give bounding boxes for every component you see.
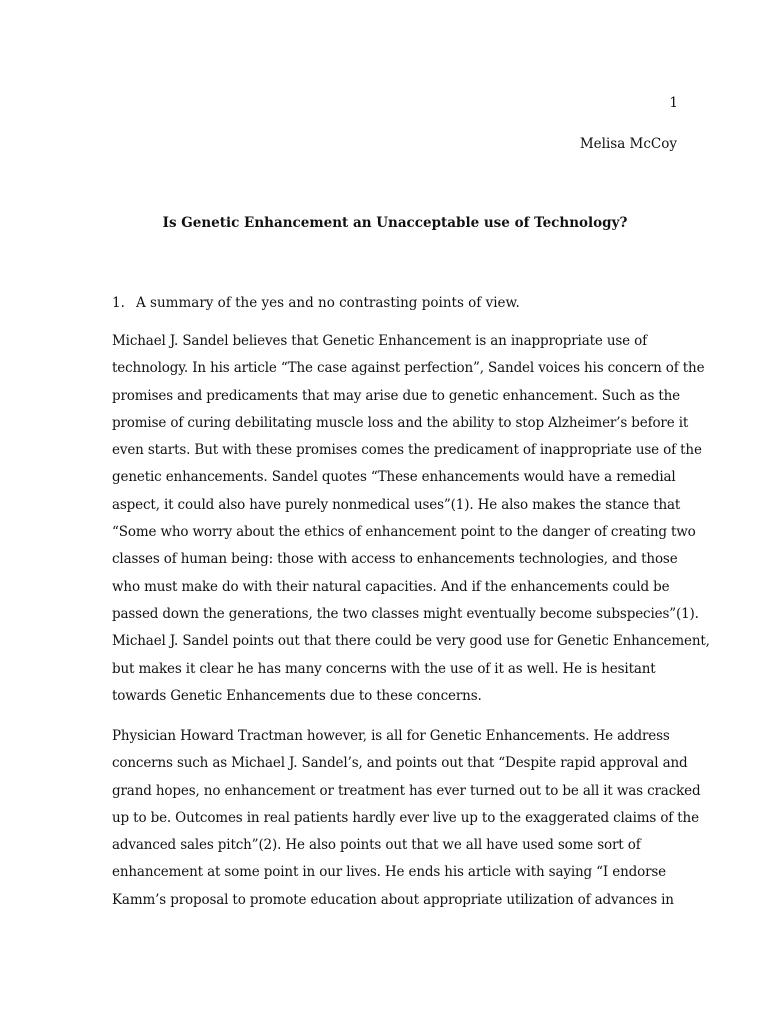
paragraph-line: up to be. Outcomes in real patients hardly ever live up to the exaggerated claims of the <box>112 809 699 826</box>
paragraph-line: Kamm’s proposal to promote education about appropriate utilization of advances in <box>112 891 674 908</box>
paragraph-line: genetic enhancements. Sandel quotes “These enhancements would have a remedial <box>112 469 676 486</box>
paragraph-line: classes of human being: those with access to enhancements technologies, and those <box>112 551 678 568</box>
paragraph-line: Michael J. Sandel points out that there could be very good use for Genetic Enhancement, <box>112 633 710 650</box>
section-number: 1. <box>112 295 125 311</box>
paragraph-line: who must make do with their natural capacities. And if the enhancements could be <box>112 578 670 595</box>
paragraph-line: even starts. But with these promises comes the predicament of inappropriate use of the <box>112 442 702 459</box>
paragraph-line: technology. In his article “The case against perfection”, Sandel voices his concern of the <box>112 360 705 377</box>
document-title: Is Genetic Enhancement an Unacceptable use of Technology? <box>162 215 628 231</box>
paragraph-line: concerns such as Michael J. Sandel’s, and points out that “Despite rapid approval and <box>112 755 688 772</box>
paragraph-line: promise of curing debilitating muscle loss and the ability to stop Alzheimer’s before it <box>112 414 689 431</box>
page-number: 1 <box>669 95 678 111</box>
paragraph-line: advanced sales pitch”(2). He also points out that we all have used some sort of <box>112 837 641 854</box>
paragraph-line: aspect, it could also have purely nonmedical uses”(1). He also makes the stance that <box>112 496 681 513</box>
paragraph-line: grand hopes, no enhancement or treatment has ever turned out to be all it was cracked <box>112 782 701 799</box>
paragraph-line: enhancement at some point in our lives. He ends his article with saying “I endorse <box>112 864 667 881</box>
section-heading-text: A summary of the yes and no contrasting points of view. <box>136 295 520 311</box>
paragraph-line: “Some who worry about the ethics of enhancement point to the danger of creating two <box>112 524 696 541</box>
paragraph-tractman <box>112 727 701 918</box>
paragraph-line: Michael J. Sandel believes that Genetic Enhancement is an inappropriate use of <box>112 333 647 349</box>
author-name: Melisa McCoy <box>579 136 677 152</box>
paragraph-sandel <box>112 332 710 714</box>
paragraph-line: promises and predicaments that may arise due to genetic enhancement. Such as the <box>112 387 681 404</box>
section-heading <box>112 294 520 312</box>
paragraph-line: towards Genetic Enhancements due to these concerns. <box>112 687 482 704</box>
paragraph-line: passed down the generations, the two classes might eventually become subspecies”(1). <box>112 605 699 622</box>
paragraph-line: Physician Howard Tractman however, is all for Genetic Enhancements. He address <box>112 728 670 744</box>
paragraph-line: but makes it clear he has many concerns with the use of it as well. He is hesitant <box>112 660 656 677</box>
